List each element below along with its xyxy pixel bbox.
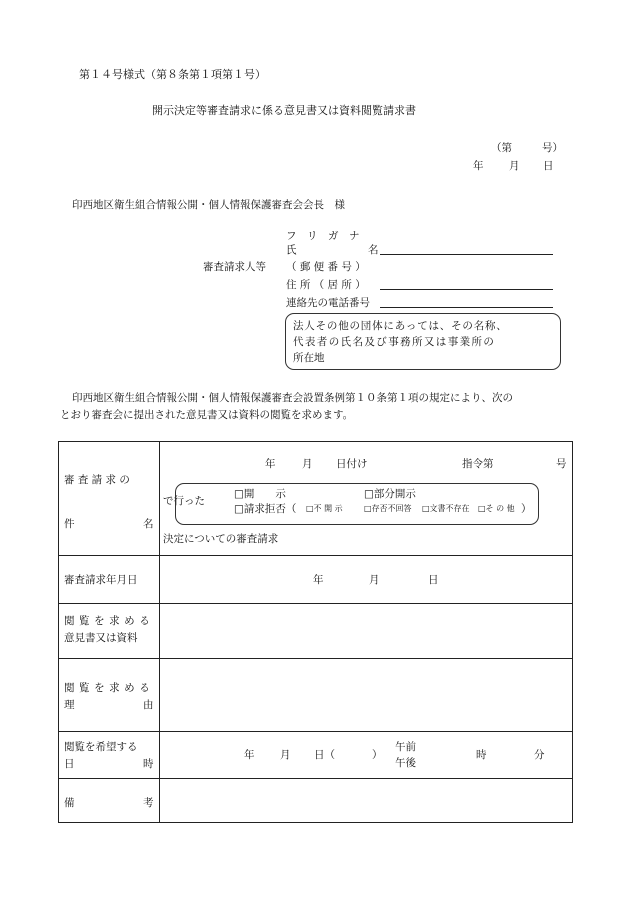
row4-label-line1: 閲 覧 を 求 め る — [64, 682, 151, 694]
row1-label-line2b: 名 — [143, 518, 154, 530]
option-request-reject[interactable]: □請求拒否（ — [234, 503, 297, 515]
header-date-month: 月 — [509, 160, 520, 172]
header-date-day: 日 — [543, 160, 554, 172]
row6-label-a: 備 — [64, 797, 75, 809]
row5-label-line1: 閲覧を希望する — [64, 741, 138, 753]
row5-year: 年 — [244, 749, 255, 761]
row1-done-label: で行った — [163, 495, 205, 507]
row2-day: 日 — [428, 574, 439, 586]
row5-label-line2b: 時 — [143, 758, 154, 770]
row6-label-b: 考 — [143, 797, 154, 809]
address-underline[interactable] — [380, 289, 553, 290]
row5-minute: 分 — [534, 749, 545, 761]
row2-year: 年 — [313, 574, 324, 586]
row5-pm[interactable]: 午後 — [395, 757, 416, 769]
row3-input-area[interactable] — [160, 606, 570, 651]
row4-input-area[interactable] — [160, 661, 570, 729]
row-divider-4 — [59, 731, 572, 732]
row-divider-2 — [59, 603, 572, 604]
option-disclose[interactable]: □開 示 — [234, 488, 286, 500]
row5-day-close: ） — [372, 749, 383, 761]
phone-label: 連絡先の電話番号 — [286, 297, 370, 309]
row-divider-5 — [59, 778, 572, 779]
row1-directive-label: 指令第 — [462, 458, 494, 470]
row5-month: 月 — [280, 749, 291, 761]
row6-input-area[interactable] — [160, 780, 570, 820]
option-other[interactable]: □そ の 他 — [478, 504, 515, 513]
name-label-right: 名 — [368, 244, 379, 256]
option-close-paren: ） — [521, 503, 532, 515]
row2-month: 月 — [369, 574, 380, 586]
corporate-note-line2: 代表者の氏名及び事務所又は事業所の — [293, 336, 496, 348]
address-label: 住 所 （ 居 所 ） — [286, 279, 366, 291]
body-text-line2: とおり審査会に提出された意見書又は資料の閲覧を求めます。 — [60, 409, 354, 421]
doc-number-close: 号） — [542, 142, 563, 154]
form-number: 第１４号様式（第８条第１項第１号） — [79, 68, 266, 81]
body-text-line1: 印西地区衛生組合情報公開・個人情報保護審査会設置条例第１０条第１項の規定により、次の — [72, 392, 513, 404]
row3-label-line2: 意見書又は資料 — [64, 632, 138, 644]
row1-date-year: 年 — [265, 458, 276, 470]
option-non-answer[interactable]: □存否不回答 — [364, 504, 412, 513]
row1-label-line2a: 件 — [64, 518, 75, 530]
row4-label-line2b: 由 — [143, 699, 154, 711]
row1-label-line1: 審 査 請 求 の — [64, 474, 130, 486]
row4-label-line2a: 理 — [64, 699, 75, 711]
name-underline[interactable] — [380, 254, 553, 255]
option-non-disclose[interactable]: □不 開 示 — [306, 504, 343, 513]
row3-label-line1: 閲 覧 を 求 め る — [64, 615, 151, 627]
row5-hour: 時 — [476, 749, 487, 761]
row5-label-line2a: 日 — [64, 758, 75, 770]
row1-date-suffix: 日付け — [336, 458, 368, 470]
row5-am[interactable]: 午前 — [395, 741, 416, 753]
row1-date-month: 月 — [302, 458, 313, 470]
name-label-left: 氏 — [286, 244, 297, 256]
row1-decision-text: 決定についての審査請求 — [163, 533, 279, 545]
corporate-note-line3: 所在地 — [293, 352, 325, 364]
postal-code-label: （ 郵 便 番 号 ） — [286, 261, 366, 273]
requester-group-label: 審査請求人等 — [203, 261, 266, 273]
furigana-label: フ リ ガ ナ — [286, 230, 360, 242]
phone-underline[interactable] — [380, 307, 553, 308]
row1-number-suffix: 号 — [556, 458, 567, 470]
doc-number-open: （第 — [491, 142, 512, 154]
row-divider-1 — [59, 555, 572, 556]
row5-day-open: 日（ — [314, 749, 335, 761]
row-divider-3 — [59, 658, 572, 659]
corporate-note-line1: 法人その他の団体にあっては、その名称、 — [293, 320, 508, 332]
header-date-year: 年 — [473, 160, 484, 172]
addressee: 印西地区衛生組合情報公開・個人情報保護審査会会長 様 — [72, 199, 345, 211]
option-partial-disclose[interactable]: □部分開示 — [364, 488, 416, 500]
option-no-document[interactable]: □文書不存在 — [422, 504, 470, 513]
document-title: 開示決定等審査請求に係る意見書又は資料閲覧請求書 — [152, 104, 416, 117]
row2-label: 審査請求年月日 — [64, 574, 138, 586]
